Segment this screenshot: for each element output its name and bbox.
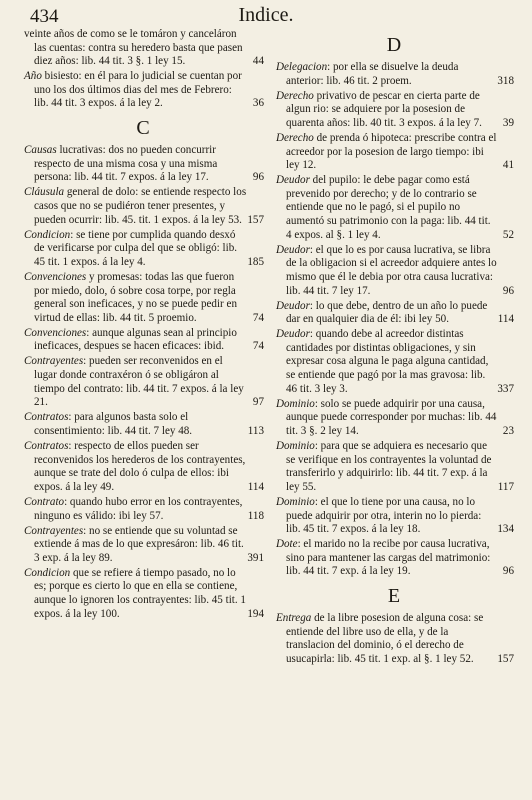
entry-headword: Derecho: [276, 131, 314, 144]
entry-page-number: 318: [497, 74, 514, 87]
index-entry: [276, 328, 512, 396]
entry-headword: Cláusula: [24, 186, 65, 199]
entry-headword: Deudor: [276, 174, 310, 187]
entry-page-number: 117: [497, 480, 514, 493]
entry-text: que se refiere á tiempo pasado, no lo es; porque es cierto lo que en ella se contiene, aunque lo ignoren los contrayentes: lib. 45 tit. 1 expos. á la ley 100.: [34, 566, 246, 620]
entry-text: : el que lo es por causa lucrativa, se libra de la obligacion si el acreedor adquiere antes lo mismo que él le debia por otra causa lucrativa: lib. 44 tit. 7 ley 17.: [286, 243, 497, 297]
entry-page-number: 96: [502, 284, 514, 297]
entry-page-number: 134: [497, 523, 514, 536]
entry-headword: Dominio: [276, 397, 315, 410]
index-entry: [276, 300, 512, 327]
entry-text: : para que se adquiera es necesario que se verifique en los contrayentes la voluntad de transferirlo y adquirirlo: lib. 44 tit. 7 exp. á la ley 55.: [286, 440, 492, 493]
entry-headword: Contratos: [24, 440, 69, 453]
entry-text: de la libre posesion de alguna cosa: se entiende del libre uso de ella, y de la translacion del dominio, ó el derecho de usucapirla: lib. 45 tit. 1 exp. al §. 1 ley 52.: [286, 611, 484, 665]
entry-headword: Contratos: [24, 411, 69, 424]
entry-page-number: 39: [502, 116, 514, 129]
entry-text: general de dolo: se entiende respecto los casos que no se pudiéron tener presentes, y pueden ocurrir: lib. 45. tit. 1 expos. á la ley 53.: [34, 186, 247, 226]
entry-page-number: 118: [247, 509, 264, 522]
index-entry: [24, 229, 262, 270]
entry-text: lucrativas: dos no pueden concurrir respecto de una misma cosa y una misma persona: lib. 44 tit. 7 expos. á la ley 17.: [34, 144, 218, 184]
index-entry: [24, 567, 262, 621]
index-entry: [24, 496, 262, 523]
entry-headword: Deudor: [276, 243, 310, 256]
entry-text: : para algunos basta solo el consentimiento: lib. 44 tit. 7 ley 48.: [34, 411, 193, 437]
entry-page-number: 44: [252, 55, 264, 68]
entry-headword: Entrega: [276, 611, 312, 624]
index-entry: [24, 355, 262, 409]
section-letter: D: [386, 34, 402, 56]
entry-text: : quando debe al acreedor distintas cantidades por distintas obligaciones, y sin expresar cosa alguna le paga alguna cantidad, se entiende que pagó por la mas gravosa: lib. 46 tit. 3 ley 3.: [286, 328, 489, 395]
entry-page-number: 391: [247, 551, 264, 564]
entry-headword: Contrayentes: [24, 524, 84, 537]
entry-page-number: 96: [502, 565, 514, 578]
entry-headword: Contrayentes: [24, 355, 84, 368]
entry-text: del pupilo: le debe pagar como está prevenido por derecho; y de lo contrario se entiende que no le pagó, si el pupilo no aumentó su patrimonio con la paga: lib. 44 tit. 4 expos. al §. 1 ley 4.: [286, 174, 491, 241]
entry-text: : quando hubo error en los contrayentes, ninguno es válido: ibi ley 57.: [34, 495, 243, 522]
entry-page-number: 41: [502, 159, 514, 172]
entry-page-number: 185: [247, 255, 264, 268]
entry-page-number: 96: [252, 171, 264, 184]
entry-headword: Condicion: [24, 566, 71, 579]
entry-page-number: 157: [247, 213, 264, 226]
entry-page-number: 23: [502, 424, 514, 437]
entry-text: de prenda ó hipoteca: prescribe contra el acreedor por la posesion de largo tiempo: ibi ley 12.: [286, 131, 497, 172]
entry-text: bisiesto: en él para lo judicial se cuentan por uno los dos últimos dias del mes de Febrero: lib. 44 tit. 3 expos. á la ley 2.: [34, 70, 242, 110]
entry-page-number: 114: [247, 480, 264, 493]
entry-page-number: 97: [252, 396, 264, 409]
index-entry: [276, 398, 512, 439]
entry-page-number: 74: [252, 311, 264, 324]
entry-text: y promesas: todas las que fueron por miedo, dolo, ó sobre cosa torpe, por regla general son ineficaces, y no se puede pedir en virtud de ellas: lib. 44 tit. 5 proemio.: [34, 270, 237, 324]
entry-headword: Condicion: [24, 228, 71, 241]
entry-headword: Convenciones: [24, 270, 87, 283]
entry-text: : lo que debe, dentro de un año lo puede dar en qualquier dia de él: ibi ley 50.: [286, 299, 488, 326]
index-entry: [24, 70, 262, 111]
entry-text: veinte años de como se le tomáron y canceláron las cuentas: contra su heredero basta que pasen diez años: lib. 44 tit. 3 §. 1 ley 15.: [24, 28, 243, 68]
entry-headword: Delegacion: [276, 61, 328, 73]
entry-text: : respecto de ellos pueden ser reconvenidos los herederos de los contrayentes, aunque se trate del dolo ó culpa de ellos: ibi expos. á la ley 49.: [34, 440, 246, 493]
entry-page-number: 114: [497, 313, 514, 326]
entry-headword: Contrato: [24, 495, 65, 508]
index-entry: [276, 496, 512, 537]
entry-headword: Dominio: [276, 440, 315, 453]
index-entry: [276, 61, 512, 88]
entry-headword: Convenciones: [24, 326, 87, 339]
entry-text: : el que lo tiene por una causa, no lo puede adquirir por otra, interin no lo pierda: lib. 45 tit. 7 expos. á la ley 18.: [286, 495, 482, 536]
entry-page-number: 36: [252, 97, 264, 110]
index-entry: [276, 612, 512, 666]
entry-text: : se tiene por cumplida quando desxó de verificarse por culpa del que se obligó: lib. 45 tit. 1 expos. á la ley 4.: [34, 228, 238, 268]
section-letter: E: [387, 584, 401, 607]
entry-page-number: 157: [497, 652, 514, 665]
index-entry: [24, 28, 262, 69]
entry-page-number: 52: [502, 228, 514, 241]
left-column: [24, 28, 262, 623]
index-entry: [276, 90, 512, 131]
index-entry: [24, 186, 262, 227]
entry-text: : no se entiende que su voluntad se extiende á mas de lo que expresáron: lib. 46 tit. 3 exp. á la ley 89.: [34, 524, 244, 564]
entry-text: : aunque algunas sean al principio ineficaces, despues se hacen eficaces: ibid.: [34, 326, 237, 353]
index-entry: [24, 525, 262, 566]
entry-page-number: 74: [252, 340, 264, 353]
running-head: Indice.: [238, 4, 294, 26]
entry-text: : por ella se disuelve la deuda anterior: lib. 46 tit. 2 proem.: [286, 61, 459, 87]
entry-headword: Dote: [276, 538, 298, 551]
index-entry: [276, 244, 512, 298]
entry-headword: Deudor: [276, 299, 310, 312]
index-entry: [24, 327, 262, 354]
right-column: [276, 28, 512, 668]
entry-text: : pueden ser reconvenidos en el lugar donde contraxéron ó se obligáron al tiempo del contrato: lib. 44 tit. 7 expos. á la ley 21.: [34, 355, 244, 409]
index-entry: [276, 538, 512, 579]
entry-text: : solo se puede adquirir por una causa, aunque puede corresponder por muchas: lib. 44 tit. 3 §. 2 ley 14.: [286, 397, 497, 437]
section-letter: C: [136, 117, 150, 140]
index-entry: [24, 411, 262, 438]
index-entry: [24, 144, 262, 185]
entry-page-number: 194: [247, 607, 264, 620]
entry-headword: Derecho: [276, 89, 314, 102]
index-entry: [24, 440, 262, 494]
entry-text: : el marido no la recibe por causa lucrativa, sino para mantener las cargas del matrimonio: lib. 44 tit. 7 exp. á la ley 19.: [286, 538, 491, 578]
entry-headword: Causas: [24, 144, 57, 157]
entry-page-number: 113: [247, 424, 264, 437]
entry-page-number: 337: [497, 382, 514, 395]
index-entry: [24, 271, 262, 325]
index-entry: [276, 440, 512, 494]
entry-text: privativo de pescar en cierta parte de algun rio: se adquiere por la posesion de quarenta años: lib. 40 tit. 3 expos. á la ley 7.: [286, 89, 482, 129]
index-entry: [276, 132, 512, 173]
index-entry: [276, 174, 512, 242]
page-number: 434: [30, 6, 59, 27]
entry-headword: Deudor: [276, 328, 310, 341]
entry-headword: Año: [24, 70, 42, 83]
entry-headword: Dominio: [276, 495, 315, 508]
